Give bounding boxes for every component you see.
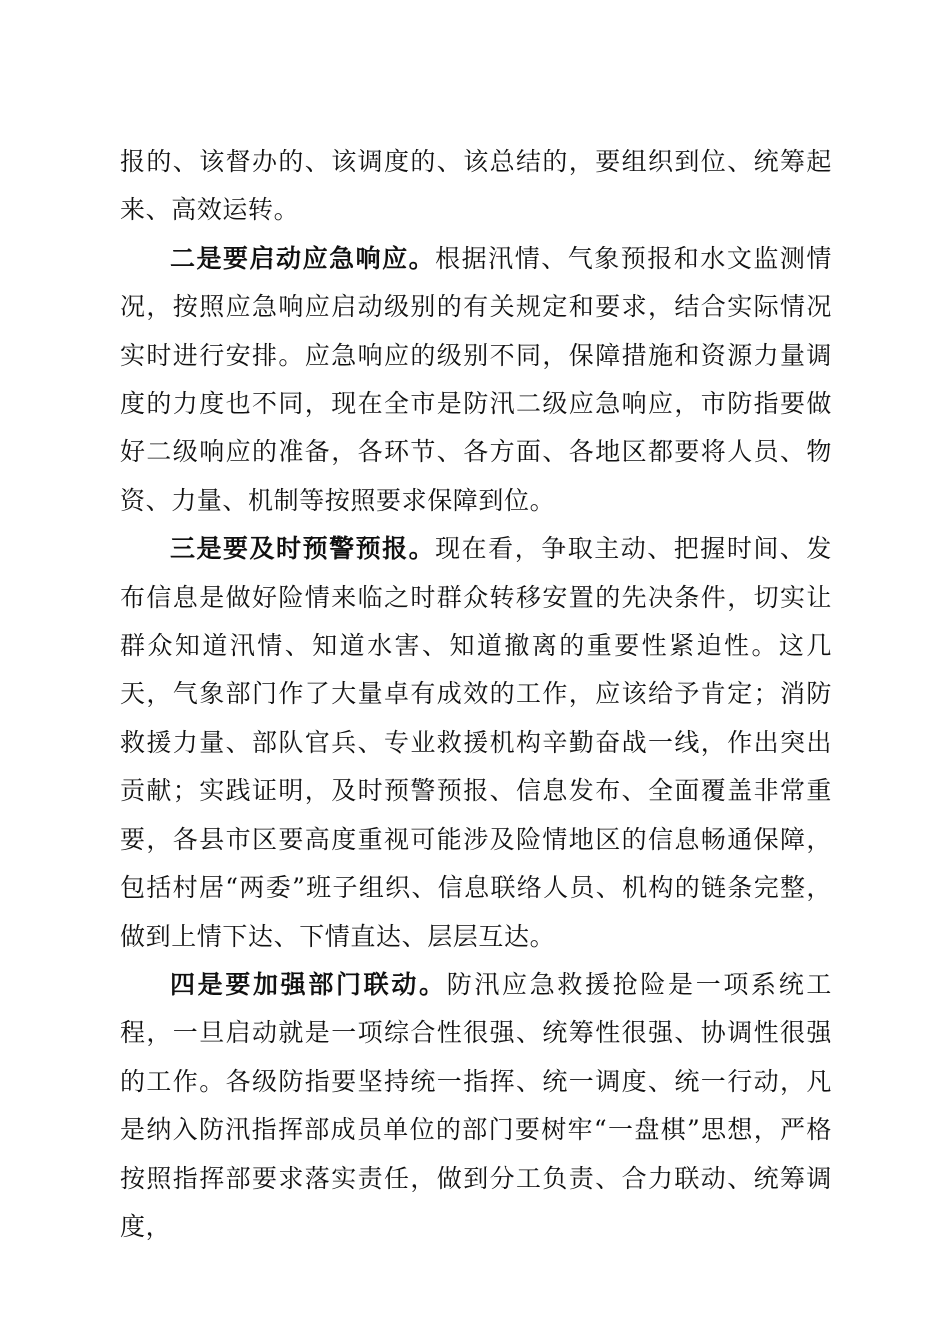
paragraph-4-lead: 四是要加强部门联动。 bbox=[170, 969, 447, 999]
paragraph-2-body: 根据汛情、气象预报和水文监测情况，按照应急响应启动级别的有关规定和要求，结合实际情况实时进行安排。应急响应的级别不同，保障措施和资源力量调度的力度也不同，现在全市是防汛二级应急响应，市防指要做好二级响应的准备，各环节、各方面、各地区都要将人员、物资、力量、机制等按照要求保障到位。 bbox=[120, 243, 832, 515]
paragraph-3 bbox=[120, 525, 832, 961]
paragraph-2-lead: 二是要启动应急响应。 bbox=[170, 243, 436, 273]
paragraph-4 bbox=[120, 961, 832, 1251]
paragraph-3-body: 现在看，争取主动、把握时间、发布信息是做好险情来临之时群众转移安置的先决条件，切实让群众知道汛情、知道水害、知道撤离的重要性紧迫性。这几天，气象部门作了大量卓有成效的工作，应该给予肯定；消防救援力量、部队官兵、专业救援机构辛勤奋战一线，作出突出贡献；实践证明，及时预警预报、信息发布、全面覆盖非常重要，各县市区要高度重视可能涉及险情地区的信息畅通保障，包括村居“两委”班子组织、信息联络人员、机构的链条完整，做到上情下达、下情直达、层层互达。 bbox=[120, 534, 832, 951]
paragraph-2 bbox=[120, 235, 832, 525]
paragraph-4-body: 防汛应急救援抢险是一项系统工程，一旦启动就是一项综合性很强、统筹性很强、协调性很强的工作。各级防指要坚持统一指挥、统一调度、统一行动，凡是纳入防汛指挥部成员单位的部门要树牢“一盘棋”思想，严格按照指挥部要求落实责任，做到分工负责、合力联动、统筹调度， bbox=[120, 969, 832, 1241]
document-body bbox=[120, 138, 832, 1251]
paragraph-1-body: 报的、该督办的、该调度的、该总结的，要组织到位、统筹起来、高效运转。 bbox=[120, 147, 832, 225]
paragraph-3-lead: 三是要及时预警预报。 bbox=[170, 534, 436, 564]
paragraph-1 bbox=[120, 138, 832, 235]
